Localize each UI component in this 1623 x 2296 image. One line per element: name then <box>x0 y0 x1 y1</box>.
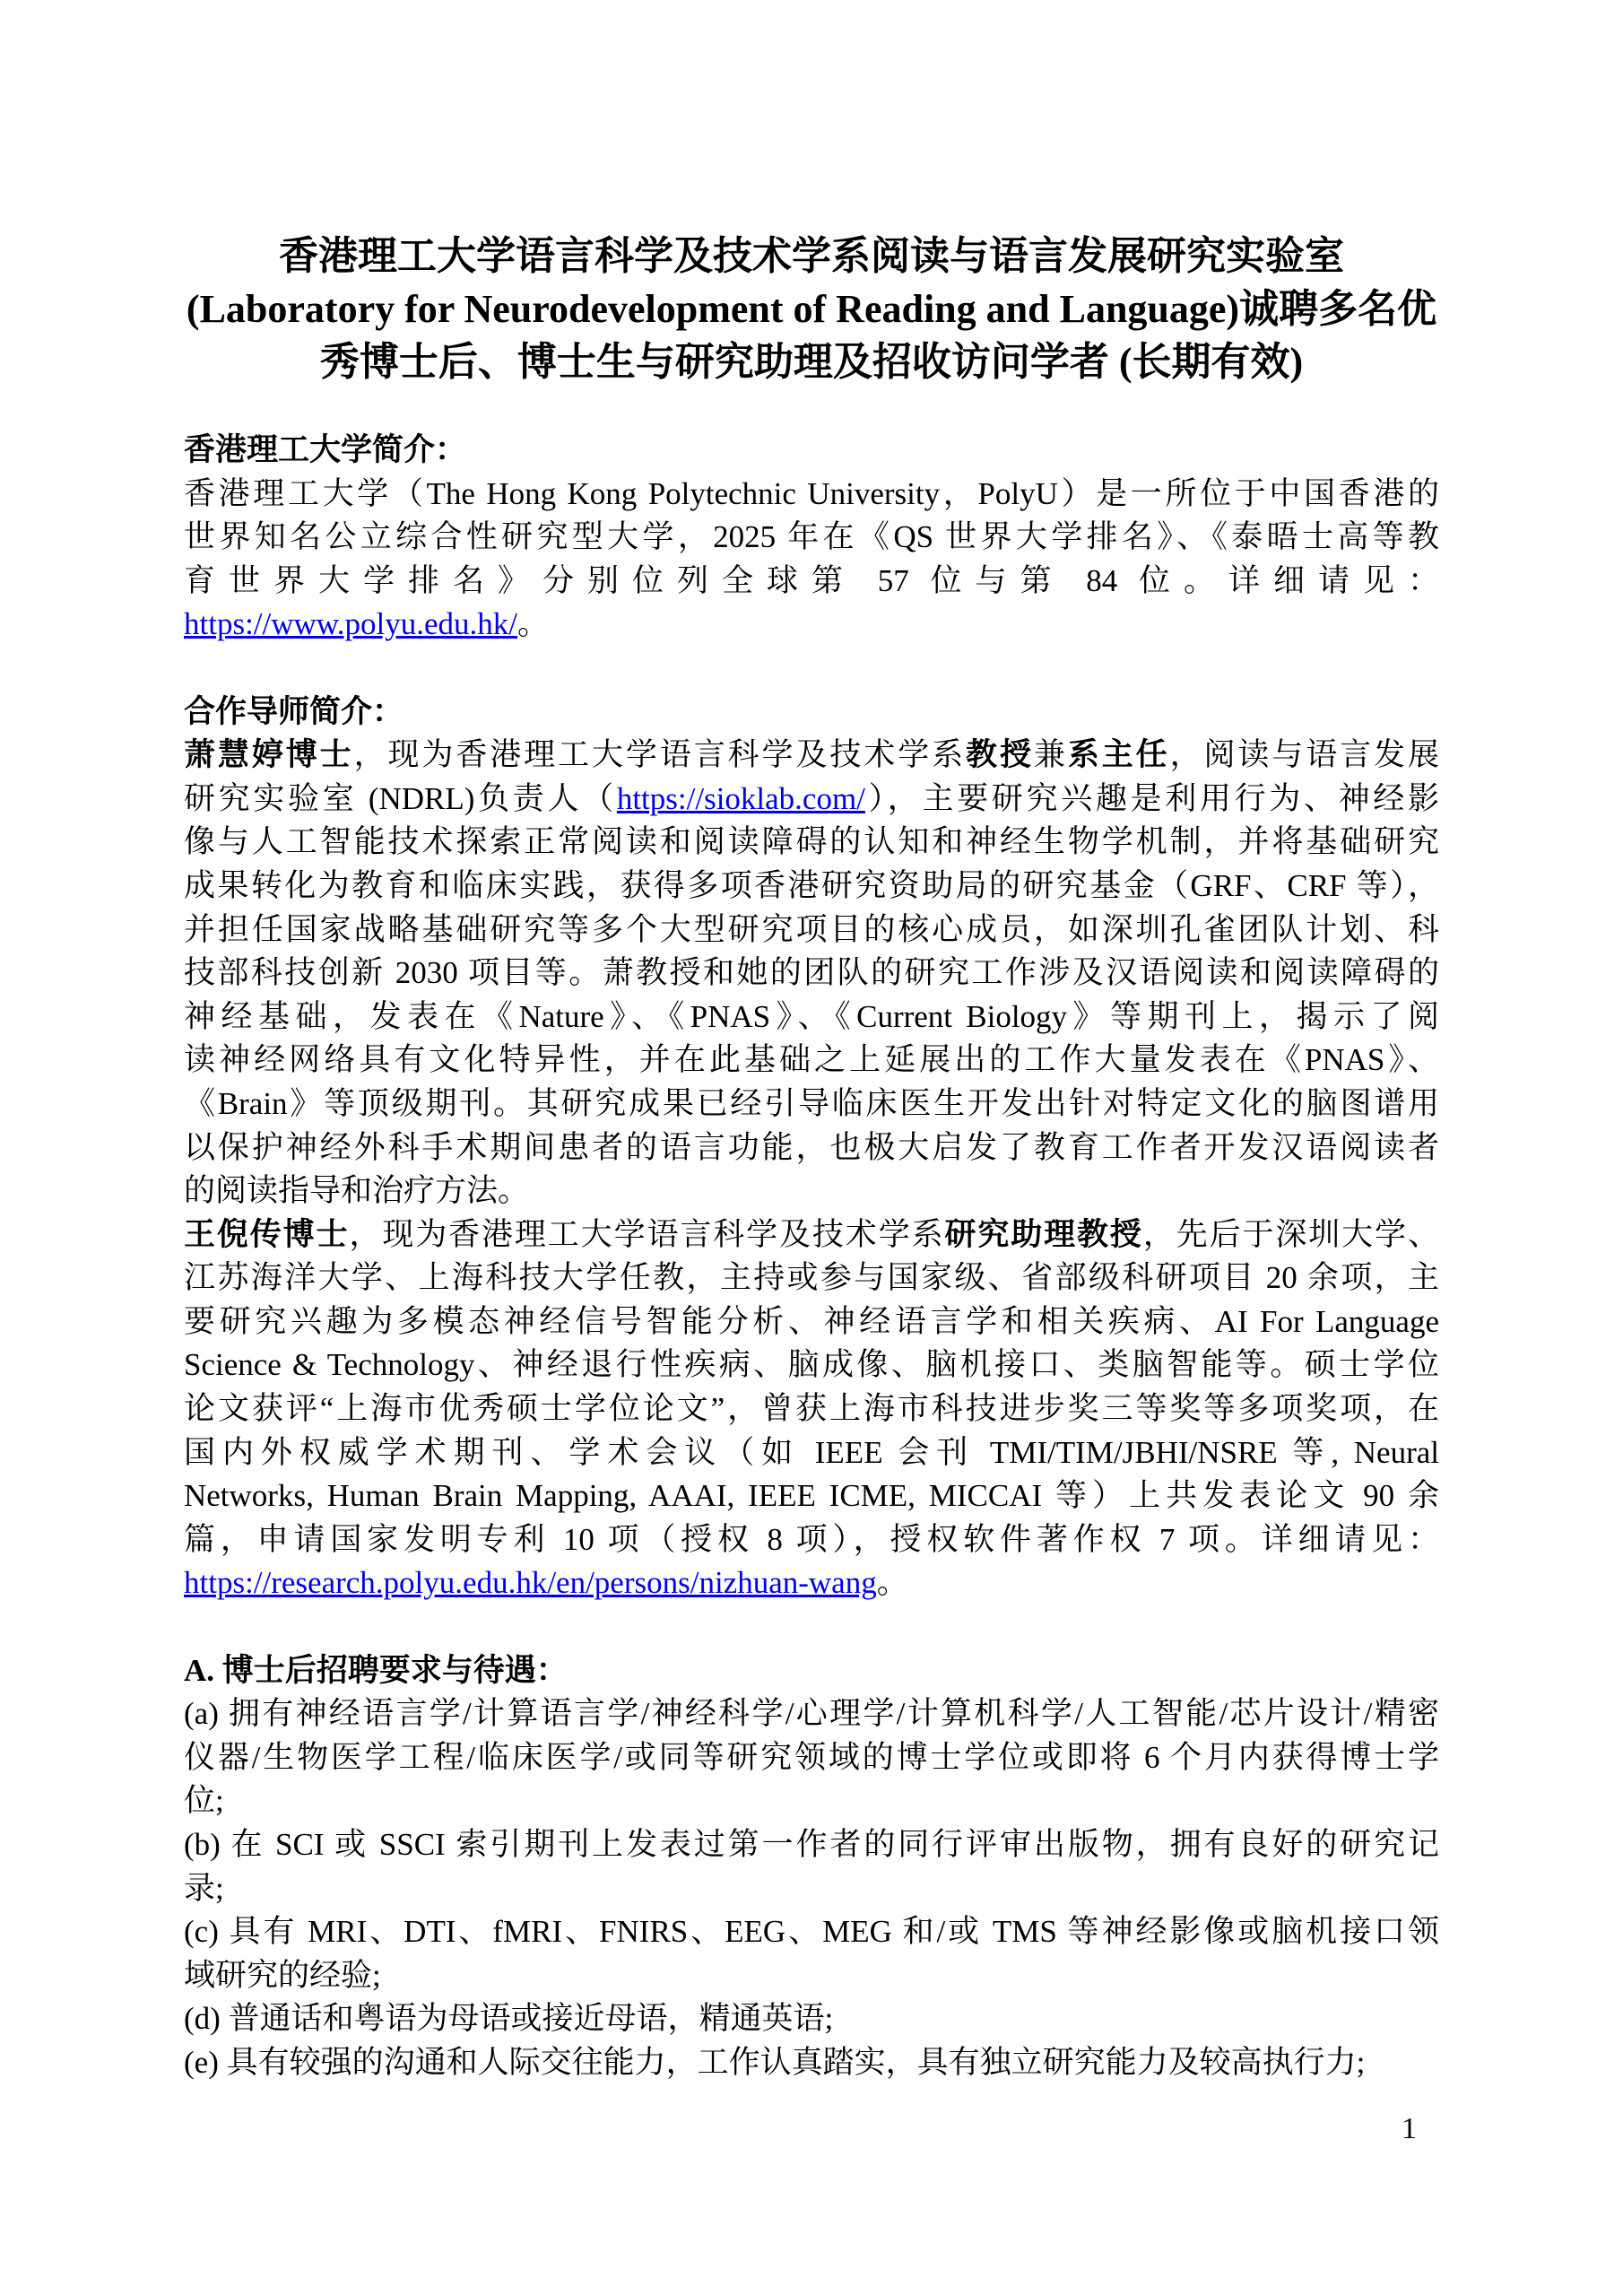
text-run: 。 <box>517 606 550 642</box>
text-line <box>184 560 1439 604</box>
title-line: (Laboratory for Neurodevelopment of Reading and Language)诚聘多名优 <box>186 287 1437 331</box>
text-run: 。 <box>876 1565 908 1601</box>
text-run: Science & Technology、神经退行性疾病、脑成像、脑机接口、类脑智能等。硕士学位 <box>184 1347 1439 1383</box>
text-run: 录; <box>184 1870 224 1906</box>
text-line <box>184 952 1439 996</box>
text-line <box>184 778 1439 822</box>
text-run: 位; <box>184 1783 224 1819</box>
text-run: 香港理工大学（The Hong Kong Polytechnic University，PolyU）是一所位于中国香港的 <box>184 475 1439 511</box>
text-line <box>184 1474 1439 1518</box>
text-line <box>184 909 1439 952</box>
text-line <box>184 1257 1439 1300</box>
hyperlink[interactable]: https://sioklab.com/ <box>616 780 865 816</box>
text-line <box>184 1867 1439 1911</box>
text-line <box>184 1126 1439 1170</box>
text-run: 成果转化为教育和临床实践，获得多项香港研究资助局的研究基金（GRF、CRF 等）， <box>184 867 1439 903</box>
text-line <box>184 1039 1439 1083</box>
bold-text-run: 教授 <box>966 737 1034 773</box>
text-line <box>184 996 1439 1039</box>
text-line <box>184 1213 1439 1257</box>
text-run: 像与人工智能技术探索正常阅读和阅读障碍的认知和神经生物学机制，并将基础研究 <box>184 824 1439 860</box>
polyu-intro-heading: 香港理工大学简介： <box>184 432 467 467</box>
text-run: ，现为香港理工大学语言科学及技术学系 <box>353 737 967 773</box>
bold-text-run: 系主任 <box>1067 737 1170 773</box>
mentors-heading: 合作导师简介： <box>184 693 404 729</box>
hyperlink[interactable]: https://www.polyu.edu.hk/ <box>184 606 518 642</box>
text-line <box>184 1692 1439 1736</box>
blank-line <box>184 1605 1439 1649</box>
text-line <box>184 516 1439 560</box>
document-title <box>184 230 1439 388</box>
text-line <box>184 1954 1439 1998</box>
text-line <box>184 1997 1439 2041</box>
text-run: (b) 在 SCI 或 SSCI 索引期刊上发表过第一作者的同行评审出版物，拥有良好的研究记 <box>184 1827 1439 1862</box>
text-run: 《Brain》等顶级期刊。其研究成果已经引导临床医生开发出针对特定文化的脑图谱用 <box>184 1085 1439 1121</box>
text-run: (d) 普通话和粤语为母语或接近母语，精通英语; <box>184 2001 834 2037</box>
text-run: 技部科技创新 2030 项目等。萧教授和她的团队的研究工作涉及汉语阅读和阅读障碍的 <box>184 955 1439 991</box>
text-line <box>184 2041 1439 2085</box>
text-line <box>184 1387 1439 1431</box>
text-run: 研究实验室 (NDRL)负责人（ <box>184 780 617 816</box>
text-line <box>184 603 1439 647</box>
text-line <box>184 1170 1439 1213</box>
title-line: 香港理工大学语言科学及技术学系阅读与语言发展研究实验室 <box>279 234 1344 278</box>
text-run: 仪器/生物医学工程/临床医学/或同等研究领域的博士学位或即将 6 个月内获得博士学 <box>184 1739 1439 1775</box>
text-run: 育世界大学排名》分别位列全球第 57 位与第 84 位。详细请见： <box>184 562 1439 598</box>
text-line <box>184 1823 1439 1867</box>
text-run: 篇，申请国家发明专利 10 项（授权 8 项），授权软件著作权 7 项。详细请见： <box>184 1521 1439 1557</box>
postdoc-requirements-heading: A. 博士后招聘要求与待遇： <box>184 1652 568 1688</box>
text-line <box>184 1300 1439 1344</box>
text-line <box>184 1344 1439 1387</box>
text-run: 的阅读指导和治疗方法。 <box>184 1173 530 1209</box>
bold-text-run: 研究助理教授 <box>944 1216 1143 1252</box>
text-run: (e) 具有较强的沟通和人际交往能力，工作认真踏实，具有独立研究能力及较高执行力; <box>184 2044 1366 2080</box>
hyperlink[interactable]: https://research.polyu.edu.hk/en/persons/nizhuan-wang <box>184 1565 877 1601</box>
text-run: 读神经网络具有文化特异性，并在此基础之上延展出的工作大量发表在《PNAS》、 <box>184 1042 1439 1078</box>
text-run: 以保护神经外科手术期间患者的语言功能，也极大启发了教育工作者开发汉语阅读者 <box>184 1129 1439 1165</box>
bold-text-run: 萧慧婷博士 <box>184 737 354 773</box>
text-run: ，先后于深圳大学、 <box>1142 1216 1439 1252</box>
text-line <box>184 1431 1439 1475</box>
text-run: ），主要研究兴趣是利用行为、神经影 <box>864 780 1439 816</box>
document-body <box>184 429 1439 2085</box>
text-run: 国内外权威学术期刊、学术会议（如 IEEE 会刊 TMI/TIM/JBHI/NSRE 等, Neural <box>184 1434 1439 1470</box>
text-line <box>184 734 1439 778</box>
text-line <box>184 1561 1439 1605</box>
text-line <box>184 1518 1439 1562</box>
title-line: 秀博士后、博士生与研究助理及招收访问学者 (长期有效) <box>319 340 1304 384</box>
text-line <box>184 865 1439 909</box>
text-line <box>184 473 1439 517</box>
text-run: 江苏海洋大学、上海科技大学任教，主持或参与国家级、省部级科研项目 20 余项，主 <box>184 1260 1439 1296</box>
text-line <box>184 1083 1439 1126</box>
text-run: ，现为香港理工大学语言科学及技术学系 <box>349 1216 945 1252</box>
text-line <box>184 1910 1439 1954</box>
text-run: 要研究兴趣为多模态神经信号智能分析、神经语言学和相关疾病、AI For Language <box>184 1303 1439 1339</box>
text-line <box>184 1736 1439 1780</box>
text-run: 兼 <box>1033 737 1068 773</box>
blank-line <box>184 647 1439 691</box>
text-run: 域研究的经验; <box>184 1957 381 1993</box>
bold-text-run: 王倪传博士 <box>184 1216 350 1252</box>
text-run: (c) 具有 MRI、DTI、fMRI、FNIRS、EEG、MEG 和/或 TMS 等神经影像或脑机接口领 <box>184 1914 1439 1950</box>
text-line <box>184 821 1439 865</box>
text-run: 论文获评“上海市优秀硕士学位论文”，曾获上海市科技进步奖三等奖等多项奖项，在 <box>184 1391 1439 1427</box>
text-run: 并担任国家战略基础研究等多个大型研究项目的核心成员，如深圳孔雀团队计划、科 <box>184 911 1439 947</box>
text-run: 世界知名公立综合性研究型大学，2025 年在《QS 世界大学排名》、《泰晤士高等教 <box>184 519 1439 555</box>
page-number: 1 <box>1402 2112 1417 2145</box>
text-run: Networks, Human Brain Mapping, AAAI, IEEE ICME, MICCAI 等）上共发表论文 90 余 <box>184 1478 1439 1514</box>
text-run: ，阅读与语言发展 <box>1169 737 1439 773</box>
text-run: (a) 拥有神经语言学/计算语言学/神经科学/心理学/计算机科学/人工智能/芯片设计/精密 <box>184 1696 1439 1732</box>
text-run: 神经基础，发表在《Nature》、《PNAS》、《Current Biology》等期刊上，揭示了阅 <box>184 998 1439 1034</box>
text-line <box>184 1779 1439 1823</box>
